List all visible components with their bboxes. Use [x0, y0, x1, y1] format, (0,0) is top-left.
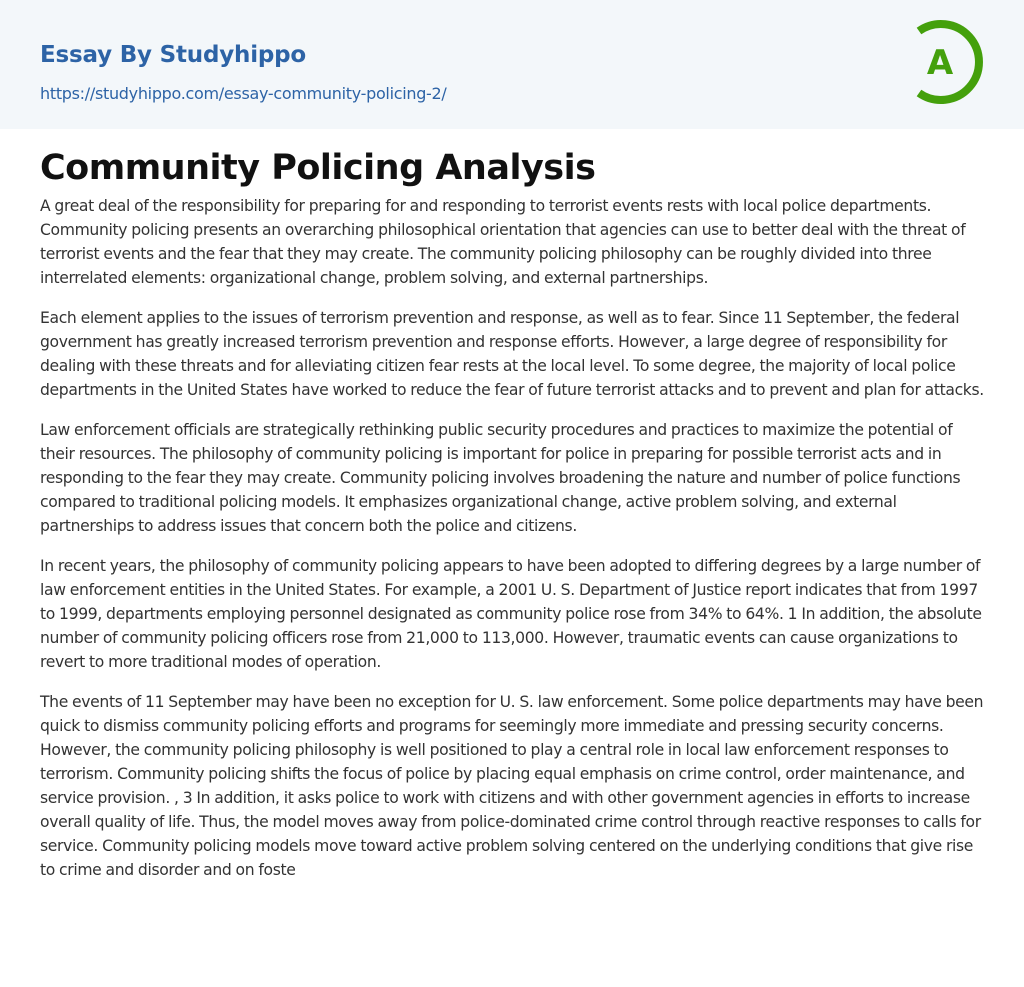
page-title: Community Policing Analysis: [40, 148, 596, 188]
essay-url-link[interactable]: https://studyhippo.com/essay-community-policing-2/: [40, 84, 447, 103]
brand-title[interactable]: Essay By Studyhippo: [40, 42, 307, 68]
essay-paragraph: Law enforcement officials are strategically rethinking public security procedures and practices to maximize the potential of their resources. The philosophy of community policing is important for police in preparing for possible terrorist acts and in responding to the fear they may create. Community policing involves broadening the nature and number of police functions compared to traditional policing models. It emphasizes organizational change, active problem solving, and external partnerships to address issues that concern both the police and citizens.: [40, 421, 961, 535]
essay-paragraph: A great deal of the responsibility for preparing for and responding to terrorist events rests with local police departments. Community policing presents an overarching philosophical orientation that agencies can use to better deal with the threat of terrorist events and the fear that they may create. The community policing philosophy can be roughly divided into three interrelated elements: organizational change, problem solving, and external partnerships.: [40, 197, 966, 287]
essay-paragraph: Each element applies to the issues of terrorism prevention and response, as well as to fear. Since 11 September, the federal government has greatly increased terrorism prevention and response efforts. However, a large degree of responsibility for dealing with these threats and for alleviating citizen fear rests at the local level. To some degree, the majority of local police departments in the United States have worked to reduce the fear of future terrorist attacks and to prevent and plan for attacks.: [40, 309, 984, 399]
essay-body: [40, 194, 990, 898]
essay-paragraph: The events of 11 September may have been no exception for U. S. law enforcement. Some police departments may have been quick to dismiss community policing efforts and programs for seemingly more immediate and pressing security concerns. However, the community policing philosophy is well positioned to play a central role in local law enforcement responses to terrorism. Community policing shifts the focus of police by placing equal emphasis on crime control, order maintenance, and service provision. , 3 In addition, it asks police to work with citizens and with other government agencies in efforts to increase overall quality of life. Thus, the model moves away from police-dominated crime control through reactive responses to calls for service. Community policing models move toward active problem solving centered on the underlying conditions that give rise to crime and disorder and on foste: [40, 693, 984, 879]
logo-letter: A: [926, 43, 954, 83]
studyhippo-logo-icon[interactable]: [910, 18, 988, 106]
essay-paragraph: In recent years, the philosophy of community policing appears to have been adopted to differing degrees by a large number of law enforcement entities in the United States. For example, a 2001 U. S. Department of Justice report indicates that from 1997 to 1999, departments employing personnel designated as community police rose from 34% to 64%. 1 In addition, the absolute number of community policing officers rose from 21,000 to 113,000. However, traumatic events can cause organizations to revert to more traditional modes of operation.: [40, 557, 982, 671]
